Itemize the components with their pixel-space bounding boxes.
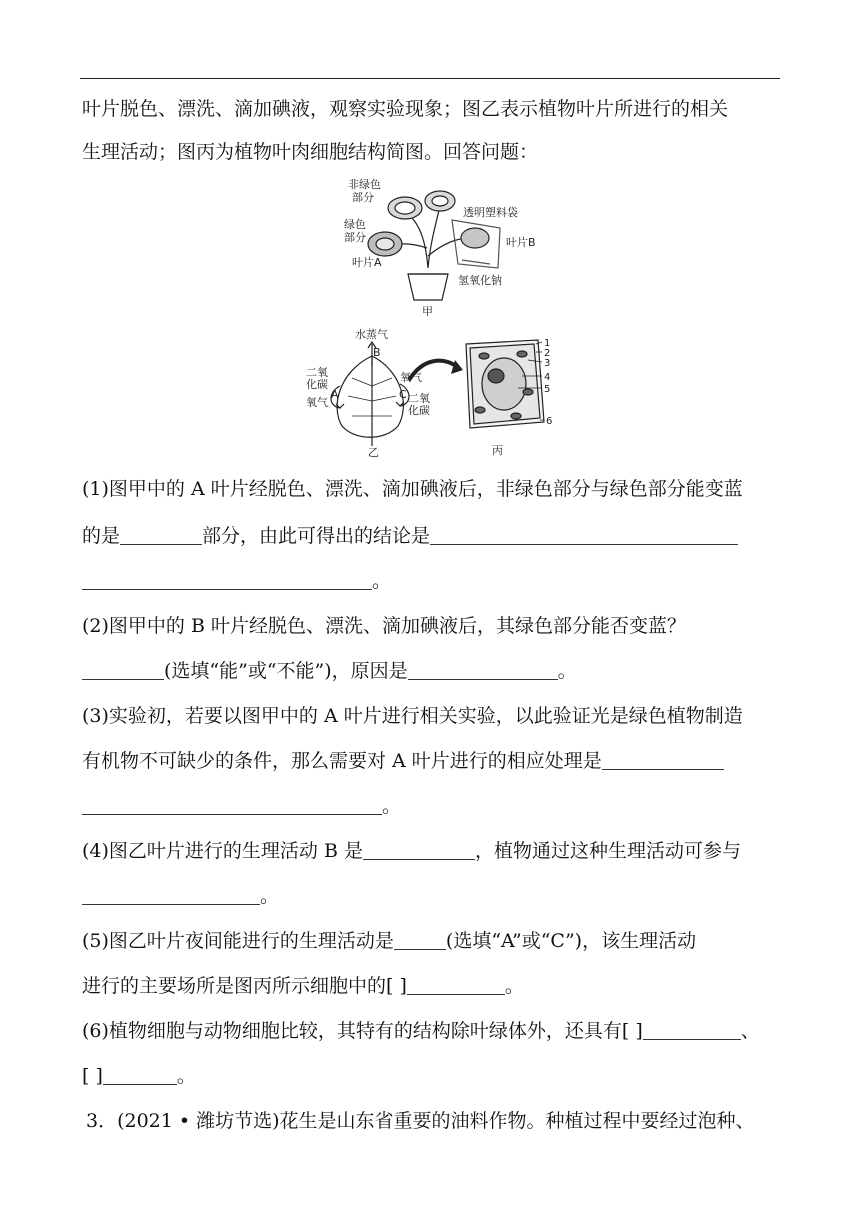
q2-text-c: 。 — [557, 660, 577, 682]
label-plastic-bag: 透明塑料袋 — [463, 206, 518, 219]
label-co2-left-1: 二氧 — [306, 366, 328, 379]
answer-blank-q2-choice[interactable] — [82, 661, 164, 680]
answer-blank-q3-treatment-cont[interactable] — [82, 796, 382, 815]
label-green-1: 绿色 — [344, 218, 366, 231]
q5-text-a: (5)图乙叶片夜间能进行的生理活动是 — [82, 930, 394, 952]
label-non-green-1: 非绿色 — [348, 178, 381, 191]
answer-blank-q1-part[interactable] — [120, 526, 202, 545]
cell-label-5: 5 — [544, 384, 551, 395]
cell-drawing — [466, 340, 544, 428]
q4-text-b: ，植物通过这种生理活动可参与 — [474, 840, 741, 862]
answer-blank-q6-structure-1[interactable] — [643, 1021, 741, 1040]
label-green-2: 部分 — [344, 231, 366, 244]
label-o2-right: 氧气 — [400, 371, 422, 384]
label-leaf-b: 叶片B — [506, 236, 536, 249]
q5-line-1 — [82, 930, 696, 952]
cell-label-6: 6 — [546, 416, 553, 427]
answer-blank-q6-structure-2[interactable] — [103, 1066, 177, 1085]
q6-text-a: (6)植物细胞与动物细胞比较，其特有的结构除叶绿体外，还具有[ ] — [82, 1020, 643, 1042]
q4-text-a: (4)图乙叶片进行的生理活动 B 是 — [82, 840, 363, 862]
answer-blank-q2-reason[interactable] — [408, 661, 558, 680]
leaf-drawing — [331, 342, 409, 446]
q2-line-1: (2)图甲中的 B 叶片经脱色、漂洗、滴加碘液后，其绿色部分能否变蓝？ — [82, 615, 686, 637]
q1-line-2 — [82, 525, 738, 547]
q3-line-3 — [82, 795, 401, 817]
q6-text-d: 。 — [176, 1065, 196, 1087]
label-o2-left: 氧气 — [306, 396, 328, 409]
caption-jia: 甲 — [422, 305, 433, 318]
answer-blank-q5-choice[interactable] — [394, 931, 446, 950]
q1-line-1: (1)图甲中的 A 叶片经脱色、漂洗、滴加碘液后，非绿色部分与绿色部分能变蓝 — [82, 478, 743, 500]
answer-blank-q1-conclusion[interactable] — [430, 526, 738, 545]
q6-line-2 — [82, 1065, 196, 1087]
q4-line-2 — [82, 885, 279, 907]
q5-line-2 — [82, 975, 524, 997]
answer-blank-q5-site[interactable] — [407, 976, 505, 995]
cell-label-1: 1 — [544, 338, 551, 349]
q4-line-1 — [82, 840, 741, 862]
answer-blank-q4-activity[interactable] — [363, 841, 475, 860]
q6-text-c: [ ] — [82, 1065, 103, 1087]
q5-text-c: 进行的主要场所是图丙所示细胞中的[ ] — [82, 975, 407, 997]
intro-line-1: 叶片脱色、漂洗、滴加碘液，观察实验现象；图乙表示植物叶片所进行的相关 — [82, 98, 729, 120]
caption-yi: 乙 — [368, 446, 379, 458]
intro-line-2: 生理活动；图丙为植物叶肉细胞结构简图。回答问题： — [82, 141, 539, 163]
top-rule — [80, 78, 780, 79]
label-co2-right-2: 化碳 — [408, 404, 430, 417]
q4-text-c: 。 — [260, 885, 280, 907]
q1-text-c: 部分，由此可得出的结论是 — [202, 525, 431, 547]
q2-line-2 — [82, 660, 577, 682]
label-leaf-a: 叶片A — [352, 256, 382, 269]
label-co2-right-1: 二氧 — [408, 392, 430, 405]
q3-text-b: 有机物不可缺少的条件，那么需要对 A 叶片进行的相应处理是 — [82, 750, 602, 772]
question-3-stem: 3．(2021 • 潍坊节选)花生是山东省重要的油料作物。种植过程中要经过泡种、 — [86, 1110, 755, 1132]
q6-text-b: 、 — [740, 1020, 760, 1042]
figure-jia — [330, 176, 540, 318]
q5-text-b: (选填“A”或“C”)，该生理活动 — [445, 930, 697, 952]
q3-line-1: (3)实验初，若要以图甲中的 A 叶片进行相关实验，以此验证光是绿色植物制造 — [82, 705, 743, 727]
label-naoh: 氢氧化钠 — [458, 274, 502, 287]
cell-label-2: 2 — [544, 348, 551, 359]
label-c: C — [399, 388, 407, 401]
answer-blank-q4-participate[interactable] — [82, 886, 260, 905]
caption-bing: 丙 — [492, 444, 503, 457]
label-co2-left-2: 化碳 — [306, 378, 328, 391]
q2-text-b: (选填“能”或“不能”)，原因是 — [164, 660, 408, 682]
q3-text-c: 。 — [382, 795, 402, 817]
figure-bing — [456, 332, 568, 460]
q1-text-d: 。 — [372, 570, 392, 592]
cell-label-3: 3 — [544, 358, 551, 369]
q3-line-2 — [82, 750, 724, 772]
label-non-green-2: 部分 — [352, 191, 374, 204]
answer-blank-q3-treatment[interactable] — [602, 751, 724, 770]
q1-text-b: 的是 — [82, 525, 121, 547]
label-a: A — [331, 388, 339, 401]
label-water-vapor: 水蒸气 — [355, 328, 388, 341]
cell-label-4: 4 — [544, 372, 551, 383]
answer-blank-q1-conclusion-cont[interactable] — [82, 571, 372, 590]
q6-line-1 — [82, 1020, 760, 1042]
figure-yi — [300, 326, 450, 458]
q5-text-d: 。 — [504, 975, 524, 997]
q1-line-3 — [82, 570, 391, 592]
label-b: B — [373, 346, 381, 359]
